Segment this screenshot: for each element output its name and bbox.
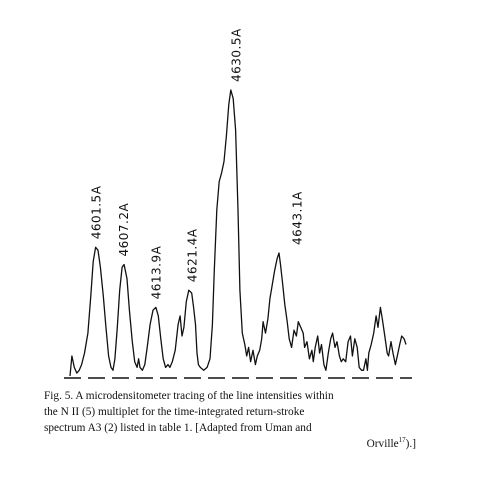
peak-label-0: 4601.5A — [89, 185, 104, 240]
caption-end: ).] — [405, 438, 416, 450]
caption-line-1: Fig. 5. A microdensitometer tracing of the line intensities within — [44, 390, 334, 402]
figure-caption — [44, 388, 416, 452]
peak-label-4: 4630.5A — [229, 28, 244, 82]
caption-author: Orville — [366, 438, 399, 450]
caption-line-3: spectrum A3 (2) listed in table 1. [Adapted from Uman and — [44, 422, 312, 434]
peak-label-3: 4621.4A — [185, 228, 200, 283]
peak-labels — [90, 28, 305, 299]
caption-reference: 17 — [398, 436, 406, 445]
caption-line-4 — [44, 436, 416, 452]
caption-line-2: the N II (5) multiplet for the time-integrated return-stroke — [44, 406, 305, 418]
peak-label-1: 4607.2A — [117, 202, 132, 257]
peak-label-2: 4613.9A — [149, 245, 164, 300]
peak-label-5: 4643.1A — [290, 191, 305, 245]
